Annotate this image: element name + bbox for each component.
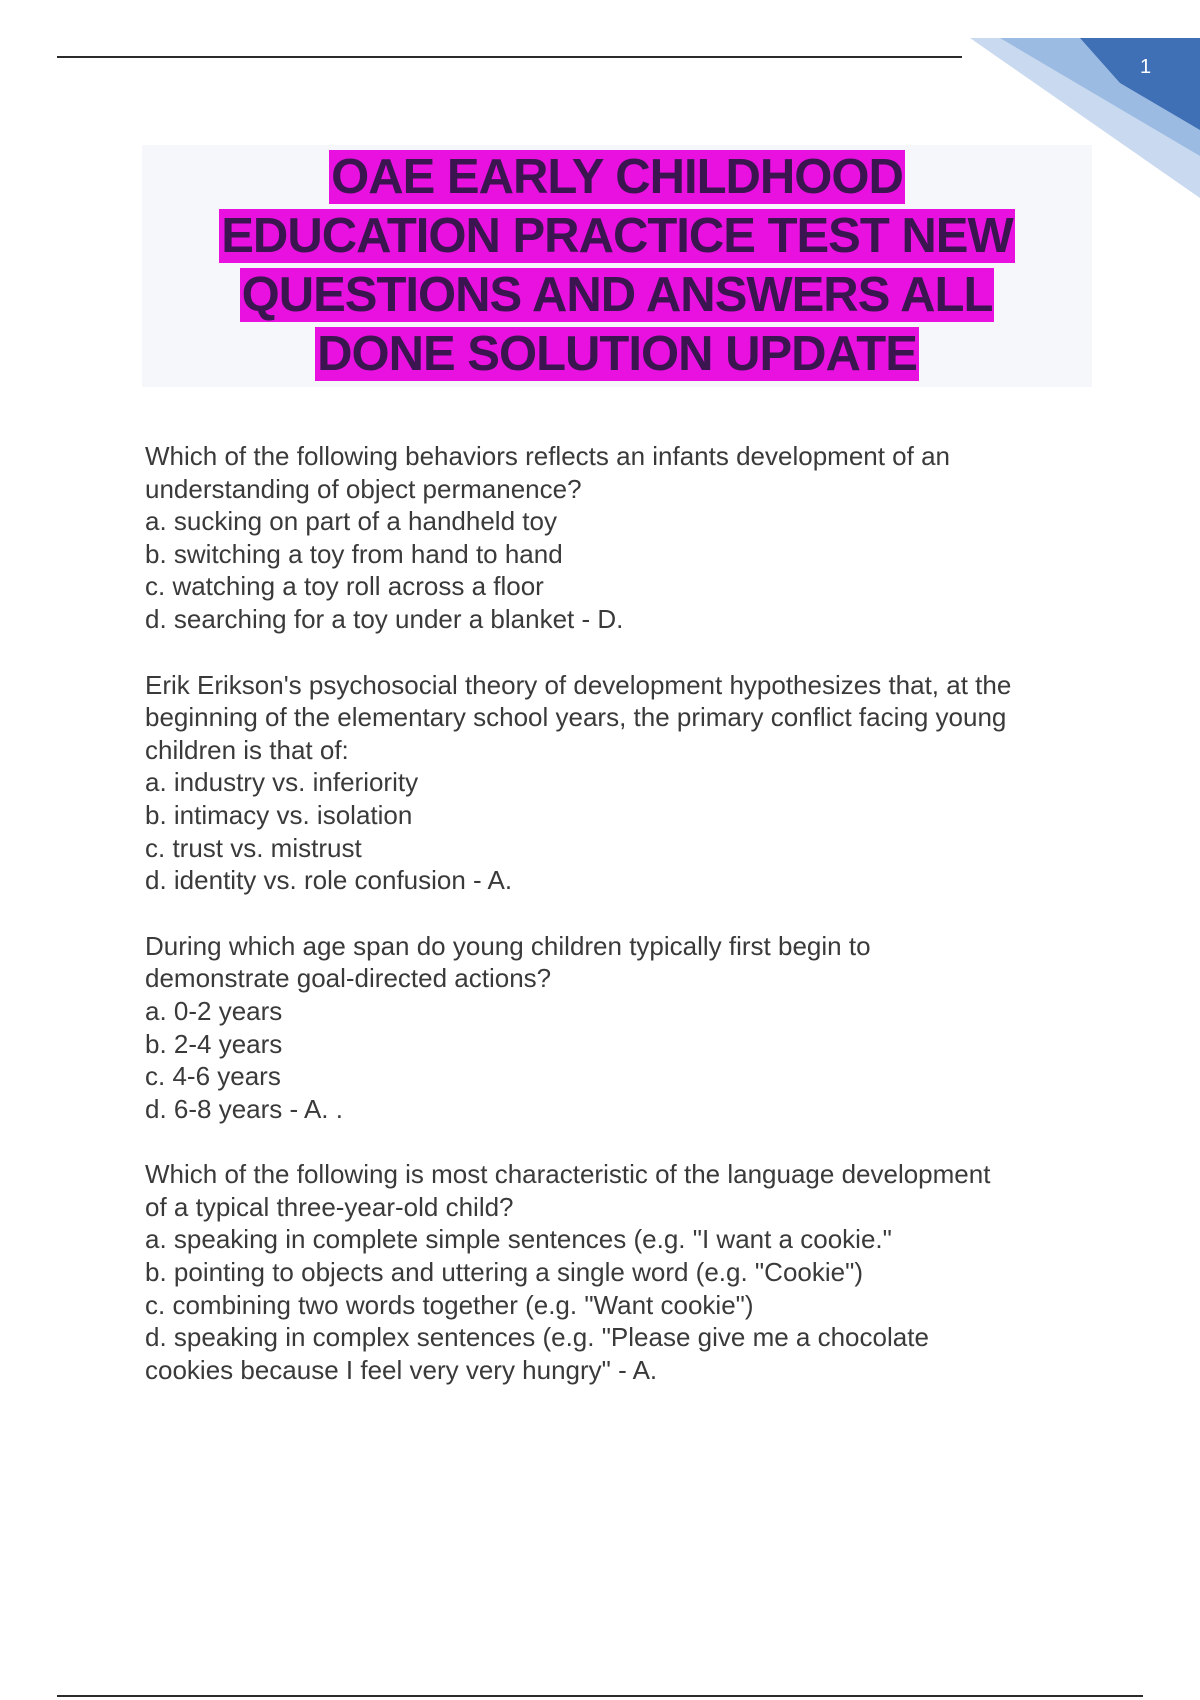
question-block [145, 669, 1105, 897]
title-line: QUESTIONS AND ANSWERS ALL [241, 268, 993, 322]
title-line: OAE EARLY CHILDHOOD [331, 150, 903, 204]
answer-option: c. watching a toy roll across a floor [145, 571, 544, 602]
document-body [145, 440, 1105, 1419]
title-line: DONE SOLUTION UPDATE [317, 327, 917, 381]
answer-option: d. 6-8 years - A. . [145, 1093, 343, 1124]
answer-option: c. combining two words together (e.g. "Want cookie") [145, 1289, 754, 1320]
question-text: children is that of: [145, 734, 349, 765]
answer-option: a. speaking in complete simple sentences (e.g. "I want a cookie." [145, 1224, 892, 1255]
answer-option: d. speaking in complex sentences (e.g. "Please give me a chocolate [145, 1322, 929, 1353]
header-rule [57, 56, 962, 58]
question-text: Which of the following is most characteristic of the language development [145, 1159, 991, 1190]
question-block [145, 440, 1105, 636]
answer-option: a. industry vs. inferiority [145, 767, 419, 798]
title-line: EDUCATION PRACTICE TEST NEW [221, 209, 1013, 263]
answer-option: b. pointing to objects and uttering a single word (e.g. "Cookie") [145, 1257, 863, 1288]
footer-rule [57, 1695, 1143, 1697]
question-text: demonstrate goal-directed actions? [145, 963, 552, 994]
answer-option: c. trust vs. mistrust [145, 832, 362, 863]
question-text: beginning of the elementary school years, the primary conflict facing young [145, 702, 1007, 733]
question-block [145, 930, 1105, 1126]
page-number: 1 [1140, 56, 1152, 78]
answer-option: a. 0-2 years [145, 995, 283, 1026]
answer-option: a. sucking on part of a handheld toy [145, 506, 557, 537]
question-text: Which of the following behaviors reflects an infants development of an [145, 441, 951, 471]
answer-option: b. switching a toy from hand to hand [145, 538, 563, 569]
answer-option: b. 2-4 years [145, 1028, 283, 1059]
question-text: Erik Erikson's psychosocial theory of development hypothesizes that, at the [145, 669, 1012, 700]
question-text: of a typical three-year-old child? [145, 1191, 514, 1222]
question-text: During which age span do young children typically first begin to [145, 930, 871, 961]
answer-option: d. identity vs. role confusion - A. [145, 865, 513, 896]
document-title [142, 148, 1092, 384]
answer-option: cookies because I feel very very hungry" - A. [145, 1354, 658, 1385]
question-block [145, 1158, 1105, 1386]
answer-option: c. 4-6 years [145, 1061, 281, 1092]
question-text: understanding of object permanence? [145, 473, 582, 504]
answer-option: b. intimacy vs. isolation [145, 799, 413, 830]
answer-option: d. searching for a toy under a blanket - D. [145, 603, 624, 634]
